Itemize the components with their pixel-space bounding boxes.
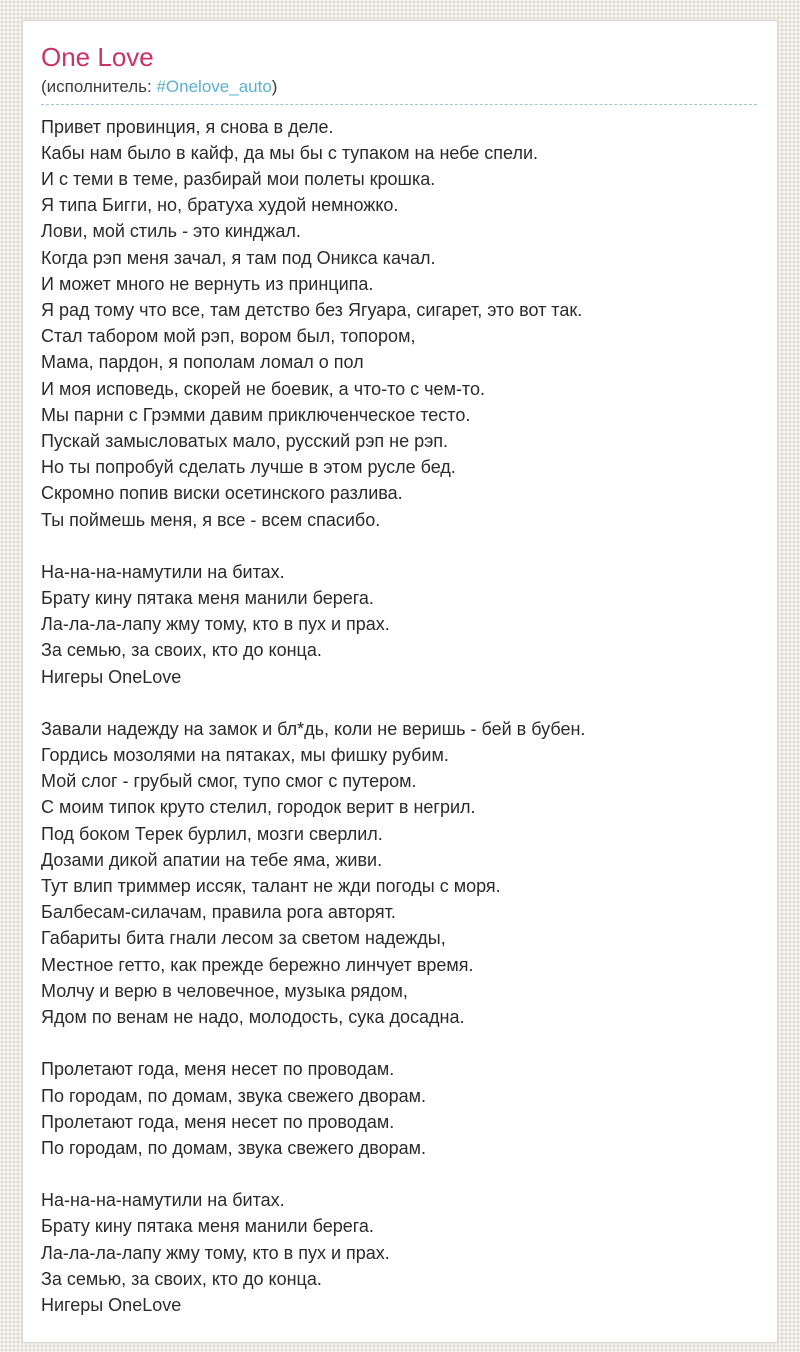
artist-label-close: ) [271, 76, 278, 96]
artist-line [41, 77, 757, 105]
lyric-line: Гордись мозолями на пятаках, мы фишку рубим. [41, 745, 449, 766]
lyric-line: Ядом по венам не надо, молодость, сука досадна. [41, 1007, 465, 1028]
stanza [41, 559, 757, 690]
lyric-line: И с теми в теме, разбирай мои полеты крошка. [41, 169, 436, 189]
lyric-line: Я типа Бигги, но, братуха худой немножко. [41, 195, 399, 216]
lyric-line: Пролетают года, меня несет по проводам. [41, 1059, 395, 1080]
lyric-line: Местное гетто, как прежде бережно линчует время. [41, 954, 474, 975]
stanza [41, 1187, 757, 1318]
lyrics-card [22, 20, 778, 1343]
lyric-line: Мой слог - грубый смог, тупо смог с путером. [41, 771, 417, 792]
lyric-line: Тут влип триммер иссяк, талант не жди погоды с моря. [41, 876, 501, 897]
lyric-line: Стал табором мой рэп, вором был, топором, [41, 326, 416, 347]
stanza [41, 114, 757, 533]
lyric-line: Габариты бита гнали лесом за светом надежды, [41, 928, 446, 949]
stanza [41, 1056, 757, 1161]
lyric-line: Лови, мой стиль - это кинджал. [41, 221, 301, 242]
lyric-line: Завали надежду на замок и бл*дь, коли не веришь - бей в бубен. [41, 718, 586, 739]
lyric-line: С моим типок круто стелил, городок верит в негрил. [41, 797, 476, 818]
lyric-line: Дозами дикой апатии на тебе яма, живи. [41, 849, 383, 870]
lyric-line: Мы парни с Грэмми давим приключенческое тесто. [41, 404, 471, 425]
lyric-line: Но ты попробуй сделать лучше в этом русле бед. [41, 457, 456, 478]
lyric-line: Ла-ла-ла-лапу жму тому, кто в пух и прах. [41, 1242, 390, 1263]
lyric-line: Кабы нам было в кайф, да мы бы с тупаком на небе спели. [41, 142, 539, 163]
lyric-line: Мама, пардон, я пополам ломал о пол [41, 352, 364, 373]
lyric-line: И может много не вернуть из принципа. [41, 273, 374, 294]
lyric-line: Скромно попив виски осетинского разлива. [41, 483, 403, 504]
lyric-line: За семью, за своих, кто до конца. [41, 640, 322, 661]
lyrics [41, 114, 757, 1319]
lyric-line: Нигеры OneLove [41, 666, 182, 687]
artist-link[interactable]: #Onelove_auto [156, 76, 272, 96]
lyric-line: По городам, по домам, звука свежего дворам. [41, 1085, 427, 1106]
lyric-line: И моя исповедь, скорей не боевик, а что-то с чем-то. [41, 378, 485, 399]
lyric-line: По городам, по домам, звука свежего дворам. [41, 1137, 427, 1158]
lyric-line: На-на-на-намутили на битах. [41, 1190, 285, 1211]
lyric-line: Когда рэп меня зачал, я там под Оникса качал. [41, 247, 436, 268]
lyric-line: Я рад тому что все, там детство без Ягуара, сигарет, это вот так. [41, 300, 583, 321]
lyric-line: Нигеры OneLove [41, 1294, 182, 1315]
lyric-line: Ла-ла-ла-лапу жму тому, кто в пух и прах. [41, 614, 390, 635]
stanza [41, 716, 757, 1030]
lyric-line: Балбесам-силачам, правила рога авторят. [41, 902, 396, 923]
lyric-line: Молчу и верю в человечное, музыка рядом, [41, 980, 408, 1001]
lyric-line: Привет провинция, я снова в деле. [41, 116, 334, 137]
lyric-line: Брату кину пятака меня манили берега. [41, 588, 374, 609]
lyric-line: Ты поймешь меня, я все - всем спасибо. [41, 509, 381, 530]
lyric-line: Пролетают года, меня несет по проводам. [41, 1111, 395, 1132]
artist-label: (исполнитель: [41, 76, 157, 96]
lyric-line: За семью, за своих, кто до конца. [41, 1268, 322, 1289]
lyric-line: Пускай замысловатых мало, русский рэп не рэп. [41, 431, 449, 452]
lyric-line: Под боком Терек бурлил, мозги сверлил. [41, 823, 383, 844]
lyric-line: На-на-на-намутили на битах. [41, 561, 285, 582]
lyric-line: Брату кину пятака меня манили берега. [41, 1216, 374, 1237]
page-title: One Love [41, 42, 154, 72]
